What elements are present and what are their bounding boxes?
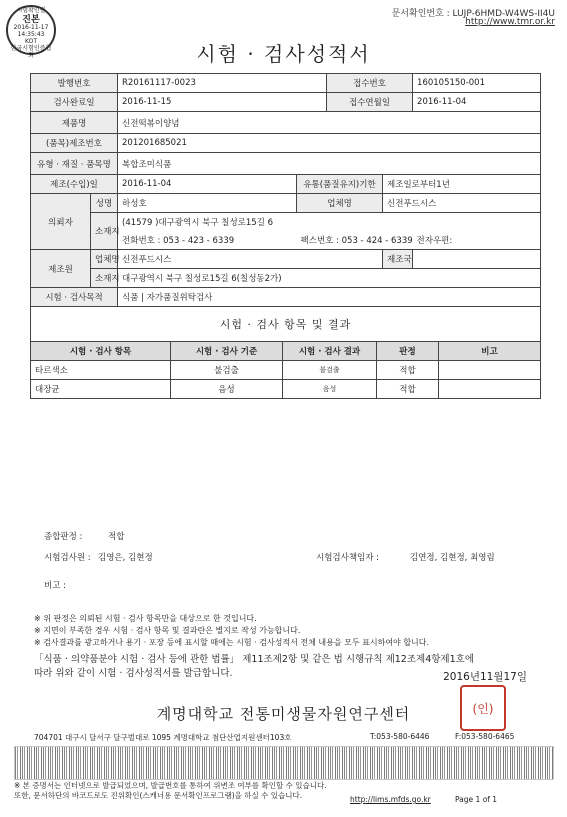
stamp-bottom-text: 한국시험인증협회 (10, 45, 52, 59)
result-judge: 적합 (377, 361, 439, 380)
result-item: 타르색소 (31, 361, 171, 380)
expiry-value: 제조일로부터1년 (383, 175, 541, 194)
note-line: ※ 검사결과를 광고하거나 용기 · 포장 등에 표시할 때에는 시험 · 검사성적서 전체 내용을 모두 표시하여야 합니다. (34, 638, 430, 647)
client-addr-label: 소재지 (91, 213, 118, 250)
table-row (31, 380, 541, 399)
stamp-time: 14:35:43 (17, 31, 45, 38)
receipt-no-label: 접수번호 (327, 74, 413, 93)
org-tel: T:053-580-6446 (370, 732, 430, 741)
footer-line-1: ※ 본 증명서는 인터넷으로 발급되었으며, 발급번호를 통하여 위변조 여부를 확인할 수 있습니다. (14, 781, 327, 790)
note-line: ※ 지면이 부족한 경우 시험 · 검사 항목 및 결과란은 별지로 작성 가능합니다. (34, 626, 301, 635)
client-name-label: 성명 (91, 194, 118, 213)
results-header-note: 비고 (439, 342, 541, 361)
legal-line-1: 「식품 · 의약품분야 시험 · 검사 등에 관한 법률」 제11조제2항 및 같은 법 시행규칙 제12조제4항제1호에 (34, 654, 474, 665)
page-title: 시험 · 검사성적서 (196, 42, 371, 66)
maker-company-label: 업체명 (91, 250, 118, 269)
country-label: 제조국 (383, 250, 413, 269)
stamp-date: 2016-11-17 (13, 24, 49, 31)
org-address: 704701 대구시 달서구 달구벌대로 1095 계명대학교 첨단산업지원센터103호 (34, 733, 292, 742)
client-addr-value: (41579 )대구광역시 북구 칠성로15길 6 (118, 213, 541, 232)
results-header-standard: 시험 · 검사 기준 (171, 342, 283, 361)
report-no-value: 201201685021 (118, 134, 541, 153)
purpose-value: 식품 | 자가품질위탁검사 (118, 288, 541, 307)
results-header-row (31, 342, 541, 361)
notes-block (34, 613, 429, 649)
overall-judgement-value: 적합 (108, 532, 125, 542)
result-item: 대장균 (31, 380, 171, 399)
result-note (439, 380, 541, 399)
results-header-item: 시험 · 검사 항목 (31, 342, 171, 361)
info-table (30, 73, 541, 307)
verification-barcode (14, 746, 554, 780)
maker-addr-value: 대구광역시 북구 칠성로15길 6(칠성동2가) (118, 269, 541, 288)
receipt-no-value: 160105150-001 (413, 74, 541, 93)
client-tel: 전화번호 : 053 - 423 - 6339 (118, 231, 297, 250)
document-confirm-number: 문서확인번호 : LUJP-6HMD-W4WS-II4U (391, 9, 555, 19)
result-judge: 적합 (377, 380, 439, 399)
issue-no-value: R20161117-0023 (118, 74, 327, 93)
report-no-label: (품목)제조번호 (31, 134, 118, 153)
purpose-label: 시험 · 검사목적 (31, 288, 118, 307)
result-value: 음성 (283, 380, 377, 399)
remark-label: 비고 : (44, 581, 66, 591)
client-label: 의뢰자 (31, 194, 91, 250)
testers-value: 김영은, 김현정 (98, 553, 153, 563)
client-name-value: 하성호 (118, 194, 297, 213)
overall-judgement-label: 종합판정 : (44, 532, 83, 542)
table-row (31, 361, 541, 380)
type-value: 복합조미식품 (118, 153, 541, 175)
maker-company-value: 신전푸드시스 (118, 250, 383, 269)
responsible-label: 시험검사책임자 : (316, 553, 380, 563)
client-company-value: 신전푸드시스 (383, 194, 541, 213)
page-number: Page 1 of 1 (455, 795, 498, 804)
client-company-label: 업체명 (297, 194, 383, 213)
product-value: 신전떡볶이양념 (118, 112, 541, 134)
organization-name: 계명대학교 전통미생물자원연구센터 (156, 705, 411, 723)
note-line: ※ 위 판정은 의뢰된 시험 · 검사 항목만을 대상으로 한 것입니다. (34, 614, 257, 623)
expiry-label: 유통(품질유지)기한 (297, 175, 383, 194)
result-note (439, 361, 541, 380)
issue-no-label: 발행번호 (31, 74, 118, 93)
legal-line-2: 따라 위와 같이 시험 · 검사성적서를 발급합니다. (34, 668, 233, 679)
footer-url-link[interactable]: http://lims.mfds.go.kr (350, 795, 431, 804)
result-value: 불검출 (283, 361, 377, 380)
receipt-date-value: 2016-11-04 (413, 93, 541, 112)
testers-label: 시험검사원 : (44, 553, 91, 563)
maker-label: 제조원 (31, 250, 91, 288)
org-fax: F:053-580-6465 (455, 732, 515, 741)
complete-date-label: 검사완료일 (31, 93, 118, 112)
results-table (30, 307, 541, 399)
result-standard: 불검출 (171, 361, 283, 380)
client-email: 전자우편: (413, 231, 541, 250)
footer-notes (14, 781, 327, 801)
responsible-value: 김연정, 김현정, 최영림 (410, 553, 495, 563)
mfg-date-label: 제조(수입)일 (31, 175, 118, 194)
stamp-code: KOT (25, 38, 37, 45)
country-value (413, 250, 541, 269)
maker-addr-label: 소재지 (91, 269, 118, 288)
results-header-result: 시험 · 검사 결과 (283, 342, 377, 361)
result-standard: 음성 (171, 380, 283, 399)
issue-date: 2016년11월17일 (443, 671, 527, 683)
official-seal: (인) (460, 685, 506, 731)
stamp-main-text: 진본 (22, 15, 40, 25)
stamp-top-text: 시험확인필 (16, 7, 46, 14)
type-label: 유형 · 재질 · 품목명 (31, 153, 118, 175)
header-url-link[interactable]: http://www.tmr.or.kr (465, 17, 555, 27)
client-fax: 팩스번호 : 053 - 424 - 6339 (297, 231, 413, 250)
receipt-date-label: 접수연월일 (327, 93, 413, 112)
complete-date-value: 2016-11-15 (118, 93, 327, 112)
results-header-judge: 판정 (377, 342, 439, 361)
footer-line-2: 또한, 문서하단의 바코드로도 진위확인(스캐너용 문서확인프로그램)을 하실 수 있습니다. (14, 791, 303, 800)
results-section-title: 시험 · 검사 항목 및 결과 (31, 307, 541, 342)
mfg-date-value: 2016-11-04 (118, 175, 297, 194)
product-label: 제품명 (31, 112, 118, 134)
